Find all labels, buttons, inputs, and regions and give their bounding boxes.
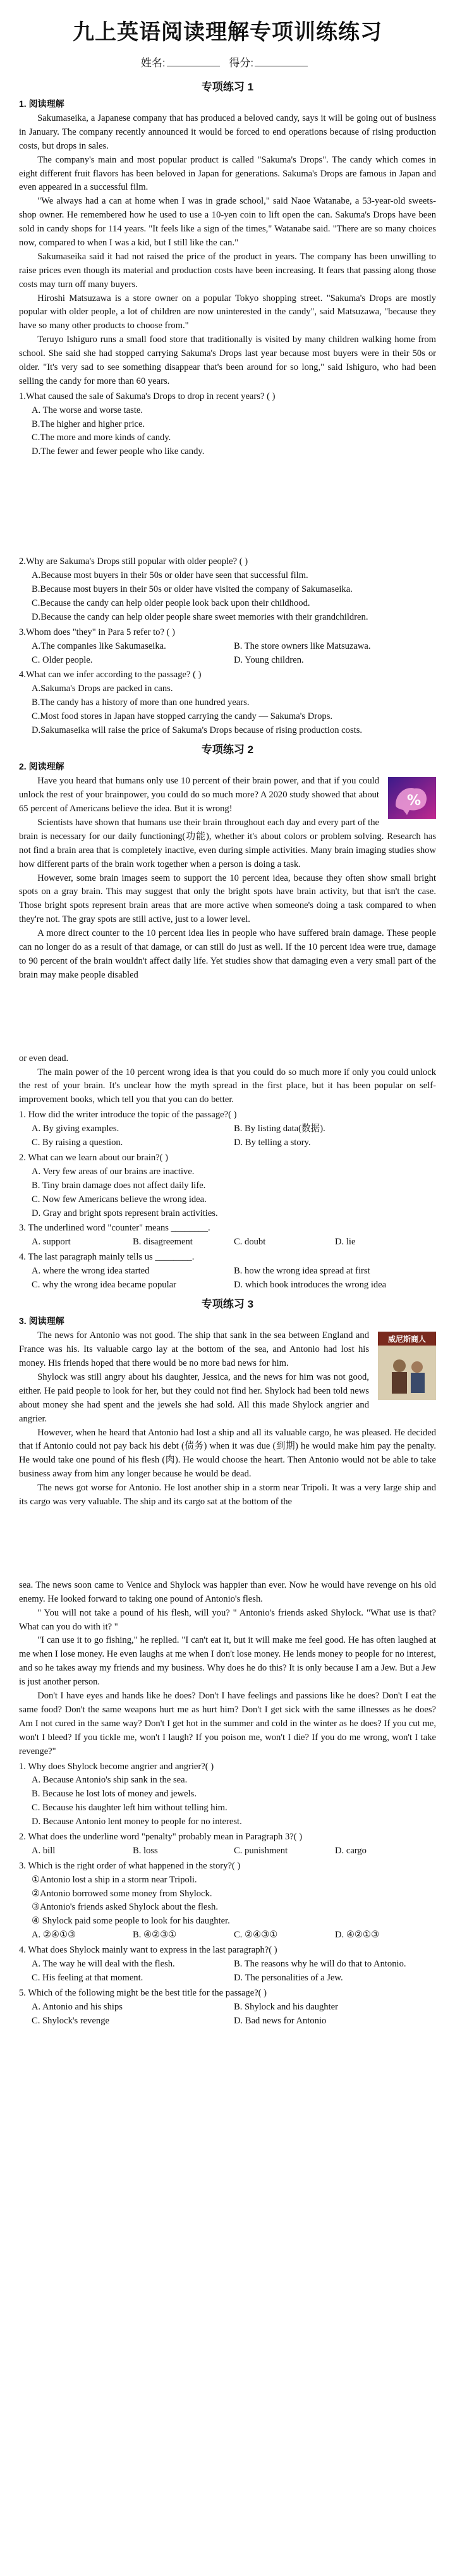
- option[interactable]: A.The companies like Sakumaseika.: [32, 641, 166, 651]
- option[interactable]: D. lie: [335, 1237, 356, 1248]
- option-row: [32, 2015, 436, 2028]
- option[interactable]: C. punishment: [234, 1845, 288, 1856]
- question: 4.What can we infer according to the passage? ( ): [19, 670, 202, 680]
- option[interactable]: A. By giving examples.: [32, 1124, 119, 1134]
- option[interactable]: B. Because he lost lots of money and jewels.: [32, 1789, 197, 1800]
- option[interactable]: B.Because most buyers in their 50s or older have visited the company of Sakumaseika.: [32, 584, 353, 595]
- option[interactable]: A. The way he will deal with the flesh.: [32, 1958, 175, 1969]
- option[interactable]: B. Shylock and his daughter: [234, 2001, 338, 2012]
- option[interactable]: A. support: [32, 1237, 71, 1248]
- option[interactable]: D.The fewer and fewer people who like candy.: [32, 446, 205, 457]
- option[interactable]: A.Because most buyers in their 50s or older have seen that successful film.: [32, 570, 308, 581]
- option[interactable]: A. Because Antonio's ship sank in the sea.: [32, 1775, 188, 1786]
- question: 2.Why are Sakuma's Drops still popular with older people? ( ): [19, 556, 248, 567]
- option-row: [32, 1972, 436, 1985]
- paragraph: Teruyo Ishiguro runs a small food store that traditionally is visited by many children walking home from school. She said she had stopped carrying Sakuma's Drops last year because most buyers were in their 50s or older. "It's very sad to see something disappear that's been around for so long," said Ishiguro, who had been selling the candy for more than 60 years.: [19, 334, 436, 386]
- paragraph: A more direct counter to the 10 percent idea lies in people who have suffered brain damage. These people can no longer do as a result of that damage, or can still do just as well. If the 10 percent idea were true, damage to 90 percent of the brain wouldn't affect daily life. Yet studies show that damaging even a very small part of the brain may make people disabled: [19, 928, 436, 980]
- event-item: ③Antonio's friends asked Shylock about the flesh.: [32, 1902, 218, 1913]
- option[interactable]: C.Most food stores in Japan have stopped carrying the candy — Sakuma's Drops.: [32, 711, 333, 722]
- paragraph: Sakumaseika said it had not raised the price of the product in years. The company has been unwilling to raise prices even though its material and production costs have been increasing. It fears that passing along those costs may turn off many buyers.: [19, 251, 436, 290]
- section-label-3: 3. 阅读理解: [19, 1316, 64, 1327]
- paragraph: Shylock was still angry about his daughter, Jessica, and the news for him was not good, either. He paid people to look for her, but they could not find her. Shylock had been told news about money she had spent and the jewels she had sold. All this made Shylock angrier and angrier.: [19, 1372, 369, 1424]
- book-cover-title: 威尼斯商人: [387, 1335, 427, 1344]
- option[interactable]: C. By raising a question.: [32, 1138, 123, 1148]
- option[interactable]: B.The candy has a history of more than one hundred years.: [32, 697, 250, 708]
- paragraph: The news got worse for Antonio. He lost another ship in a storm near Tripoli. It was a very large ship and its cargo was very valuable. The ship and its cargo sat at the bottom of the: [19, 1483, 436, 1507]
- option[interactable]: D. which book introduces the wrong idea: [234, 1279, 387, 1290]
- paragraph: The main power of the 10 percent wrong idea is that you could do so much more if only you could unlock the rest of your brain. It's unclear how the myth spread in the first place, but it has been popular on self-improvement books, which tell you that you can do better.: [19, 1067, 436, 1105]
- option[interactable]: D. Because Antonio lent money to people for no interest.: [32, 1817, 242, 1827]
- paragraph: Have you heard that humans only use 10 percent of their brain power, and that if you could unlock the rest of your brainpower, you could do so much more? A 2020 study showed that about 65 percent of Americans believe the idea. But it is wrong!: [19, 776, 379, 814]
- name-label: 姓名:: [140, 57, 166, 69]
- brain-image: [388, 777, 436, 824]
- option[interactable]: A. Very few areas of our brains are inactive.: [32, 1166, 195, 1177]
- option[interactable]: B. By listing data(数据).: [234, 1124, 325, 1134]
- option-row: [32, 640, 436, 654]
- option[interactable]: C. ②④③①: [234, 1930, 278, 1941]
- option[interactable]: A. The worse and worse taste.: [32, 405, 143, 415]
- option[interactable]: C. Shylock's revenge: [32, 2015, 110, 2026]
- option[interactable]: B. The reasons why he will do that to Antonio.: [234, 1958, 406, 1969]
- section-label-1: 1. 阅读理解: [19, 99, 64, 109]
- question: 4. What does Shylock mainly want to express in the last paragraph?( ): [19, 1945, 277, 1956]
- paragraph: However, some brain images seem to support the 10 percent idea, because they often show small bright spots on a gray brain. This may suggest that only the bright spots have brain activity, but that isn't the case. Those bright spots represent brain areas that are more active when someone's doing a task compared to when they're not. The gray spots are still active, just to a lower level.: [19, 873, 436, 925]
- option[interactable]: A. bill: [32, 1845, 56, 1856]
- option[interactable]: C. His feeling at that moment.: [32, 1972, 143, 1983]
- option[interactable]: A. Antonio and his ships: [32, 2001, 123, 2012]
- option-row: [32, 1958, 436, 1972]
- option[interactable]: B. ④②③①: [133, 1930, 177, 1941]
- option[interactable]: D. Bad news for Antonio: [234, 2015, 327, 2026]
- name-blank[interactable]: [167, 57, 220, 66]
- option[interactable]: C. doubt: [234, 1237, 266, 1248]
- option[interactable]: D. cargo: [335, 1845, 367, 1856]
- paragraph: Scientists have shown that humans use their brain throughout each day and every part of the brain is necessary for our daily functioning(功能), whether it's about colors or problem solving. Research has not find a brain area that is completely inactive, even during simple activities. Many brain imaging studies show how different parts of the brain work together when a person is doing a task.: [19, 818, 436, 869]
- option[interactable]: C. why the wrong idea became popular: [32, 1279, 176, 1290]
- option-row: [32, 2001, 436, 2015]
- section-heading-2: 专项练习 2: [201, 743, 254, 756]
- option[interactable]: C.The more and more kinds of candy.: [32, 432, 171, 443]
- question: 1.What caused the sale of Sakuma's Drops to drop in recent years? ( ): [19, 391, 276, 402]
- option[interactable]: A. where the wrong idea started: [32, 1266, 150, 1277]
- option-row: [32, 1236, 436, 1249]
- option[interactable]: C. Because his daughter left him without telling him.: [32, 1803, 228, 1813]
- paragraph: sea. The news soon came to Venice and Shylock was happier than ever. Now he would have revenge on his old enemy. He looked forward to taking one pound of Antonio's flesh.: [19, 1579, 436, 1604]
- question: 1. How did the writer introduce the topic of the passage?( ): [19, 1110, 237, 1120]
- paragraph: Sakumaseika, a Japanese company that has produced a beloved candy, says it will be going out of business in January. The company recently announced it would be forced to end operations because of rising production costs, but drops in sales.: [19, 113, 436, 151]
- option[interactable]: C.Because the candy can help older people look back upon their childhood.: [32, 598, 310, 608]
- option-row: [32, 1929, 436, 1942]
- option[interactable]: A. ②④①③: [32, 1930, 76, 1941]
- section-heading-3: 专项练习 3: [201, 1297, 254, 1310]
- score-blank[interactable]: [255, 57, 308, 66]
- event-item: ②Antonio borrowed some money from Shylock.: [32, 1888, 212, 1899]
- question: 1. Why does Shylock become angrier and angrier?( ): [19, 1761, 214, 1772]
- document-title: 九上英语阅读理解专项训练练习: [73, 20, 382, 44]
- paragraph: Don't I have eyes and hands like he does? Don't I have feelings and passions like he does? Don't I eat the same food? Don't the same weapons hurt me as hurt him? Don't I get sick with the same illnesses as he does? Am I not cured in the same way? Don't I get hot in the summer and cold in the winter as he does? If you cut me, won't I bleed? If you tickle me, won't I laugh? If you poison me, won't I die? If you do me wrong, won't I take revenge?": [19, 1691, 436, 1757]
- option-row: [32, 654, 436, 668]
- question: 3.Whom does "they" in Para 5 refer to? ( ): [19, 627, 175, 637]
- paragraph: Hiroshi Matsuzawa is a store owner on a popular Tokyo shopping street. "Sakuma's Drops are mostly popular with older people, a lot of children are now uninterested in the candy", said Matsuzawa, "because they have so many other products to choose from.": [19, 293, 436, 331]
- option-row: [32, 1844, 436, 1858]
- option[interactable]: B.The higher and higher price.: [32, 419, 145, 429]
- blank-space: [19, 983, 436, 1052]
- option[interactable]: B. disagreement: [133, 1237, 193, 1248]
- option[interactable]: C. Now few Americans believe the wrong idea.: [32, 1194, 207, 1205]
- paragraph: " You will not take a pound of his flesh, will you? " Antonio's friends asked Shylock. "What use is that? What can you do with it? ": [19, 1607, 436, 1632]
- option[interactable]: D. By telling a story.: [234, 1138, 311, 1148]
- option[interactable]: A.Sakuma's Drops are packed in cans.: [32, 684, 173, 694]
- section-label-2: 2. 阅读理解: [19, 761, 64, 772]
- student-info-row: [19, 55, 436, 71]
- score-label: 得分:: [229, 57, 254, 69]
- question: 5. Which of the following might be the best title for the passage?( ): [19, 1987, 267, 1998]
- question: 2. What does the underline word "penalty" probably mean in Paragraph 3?( ): [19, 1831, 303, 1842]
- option[interactable]: D. Gray and bright spots represent brain activities.: [32, 1208, 218, 1218]
- paragraph: The company's main and most popular product is called "Sakuma's Drops". The candy which comes in eight different fruit flavors has been beloved in Japan for generations. Sakuma's Drops are famous in Japan and even appeared in a successful film.: [19, 154, 436, 193]
- percent-glyph: %: [407, 793, 422, 809]
- option[interactable]: D. Young children.: [234, 654, 304, 665]
- paragraph: "I can use it to go fishing," he replied. "I can't eat it, but it will make me feel good. He has often laughed at me when I lose money. He even laughs at me when I don't lose money. He lends money to people for no interest, and so he takes away my friends and my business. Why does he do this? It is only because I am a Jew. But a Jew is just another person.: [19, 1635, 436, 1688]
- option[interactable]: B. Tiny brain damage does not affect daily life.: [32, 1180, 206, 1191]
- question: 3. The underlined word "counter" means ________.: [19, 1223, 210, 1234]
- blank-space: [19, 1509, 436, 1579]
- paragraph: The news for Antonio was not good. The ship that sank in the sea between England and France was his. Its valuable cargo lay at the bottom of the sea, and Antonio had lost his money. His friends hoped that there would be no more bad news for him.: [19, 1330, 369, 1369]
- section-heading-1: 专项练习 1: [201, 80, 254, 93]
- option[interactable]: D.Because the candy can help older people share sweet memories with their grandchildren.: [32, 611, 368, 622]
- option[interactable]: C. Older people.: [32, 654, 93, 665]
- question: 2. What can we learn about our brain?( ): [19, 1152, 168, 1163]
- question: 4. The last paragraph mainly tells us ________.: [19, 1252, 195, 1263]
- paragraph: "We always had a can at home when I was in grade school," said Naoe Watanabe, a 53-year-old sweets-shop owner. He remembered how he used to use a 10-yen coin to lift open the can. Sakuma's Drops have been sold in candy shops for 114 years. "It feels like a sign of the times," Watanabe said. "There are so many choices now, compared to when I was a kid, but I still like the can.": [19, 196, 436, 248]
- event-item: ④ Shylock paid some people to look for his daughter.: [32, 1916, 230, 1927]
- option[interactable]: D. ④②①③: [335, 1930, 380, 1941]
- option[interactable]: B. The store owners like Matsuzawa.: [234, 641, 371, 651]
- option[interactable]: D.Sakumaseika will raise the price of Sakuma's Drops because of rising production costs.: [32, 725, 363, 735]
- event-item: ①Antonio lost a ship in a storm near Tripoli.: [32, 1874, 197, 1885]
- option-row: [32, 1279, 436, 1292]
- paragraph: or even dead.: [19, 1053, 69, 1064]
- option-row: [32, 1136, 436, 1150]
- blank-space: [19, 459, 436, 554]
- option[interactable]: B. how the wrong idea spread at first: [234, 1266, 370, 1277]
- book-cover-image: [378, 1332, 436, 1405]
- option[interactable]: D. The personalities of a Jew.: [234, 1972, 343, 1983]
- option[interactable]: B. loss: [133, 1845, 158, 1856]
- question: 3. Which is the right order of what happened in the story?( ): [19, 1860, 241, 1871]
- option-row: [32, 1265, 436, 1279]
- option-row: [32, 1122, 436, 1136]
- paragraph: However, when he heard that Antonio had lost a ship and all its valuable cargo, he was pleased. He decided that if Antonio could not pay back his debt (债务) when it was due (到期) he would make him pay the penalty. He would take one pound of his flesh (肉). He would choose the heart. Then Antonio would not be able to take business away from him any longer because he would be dead.: [19, 1427, 436, 1480]
